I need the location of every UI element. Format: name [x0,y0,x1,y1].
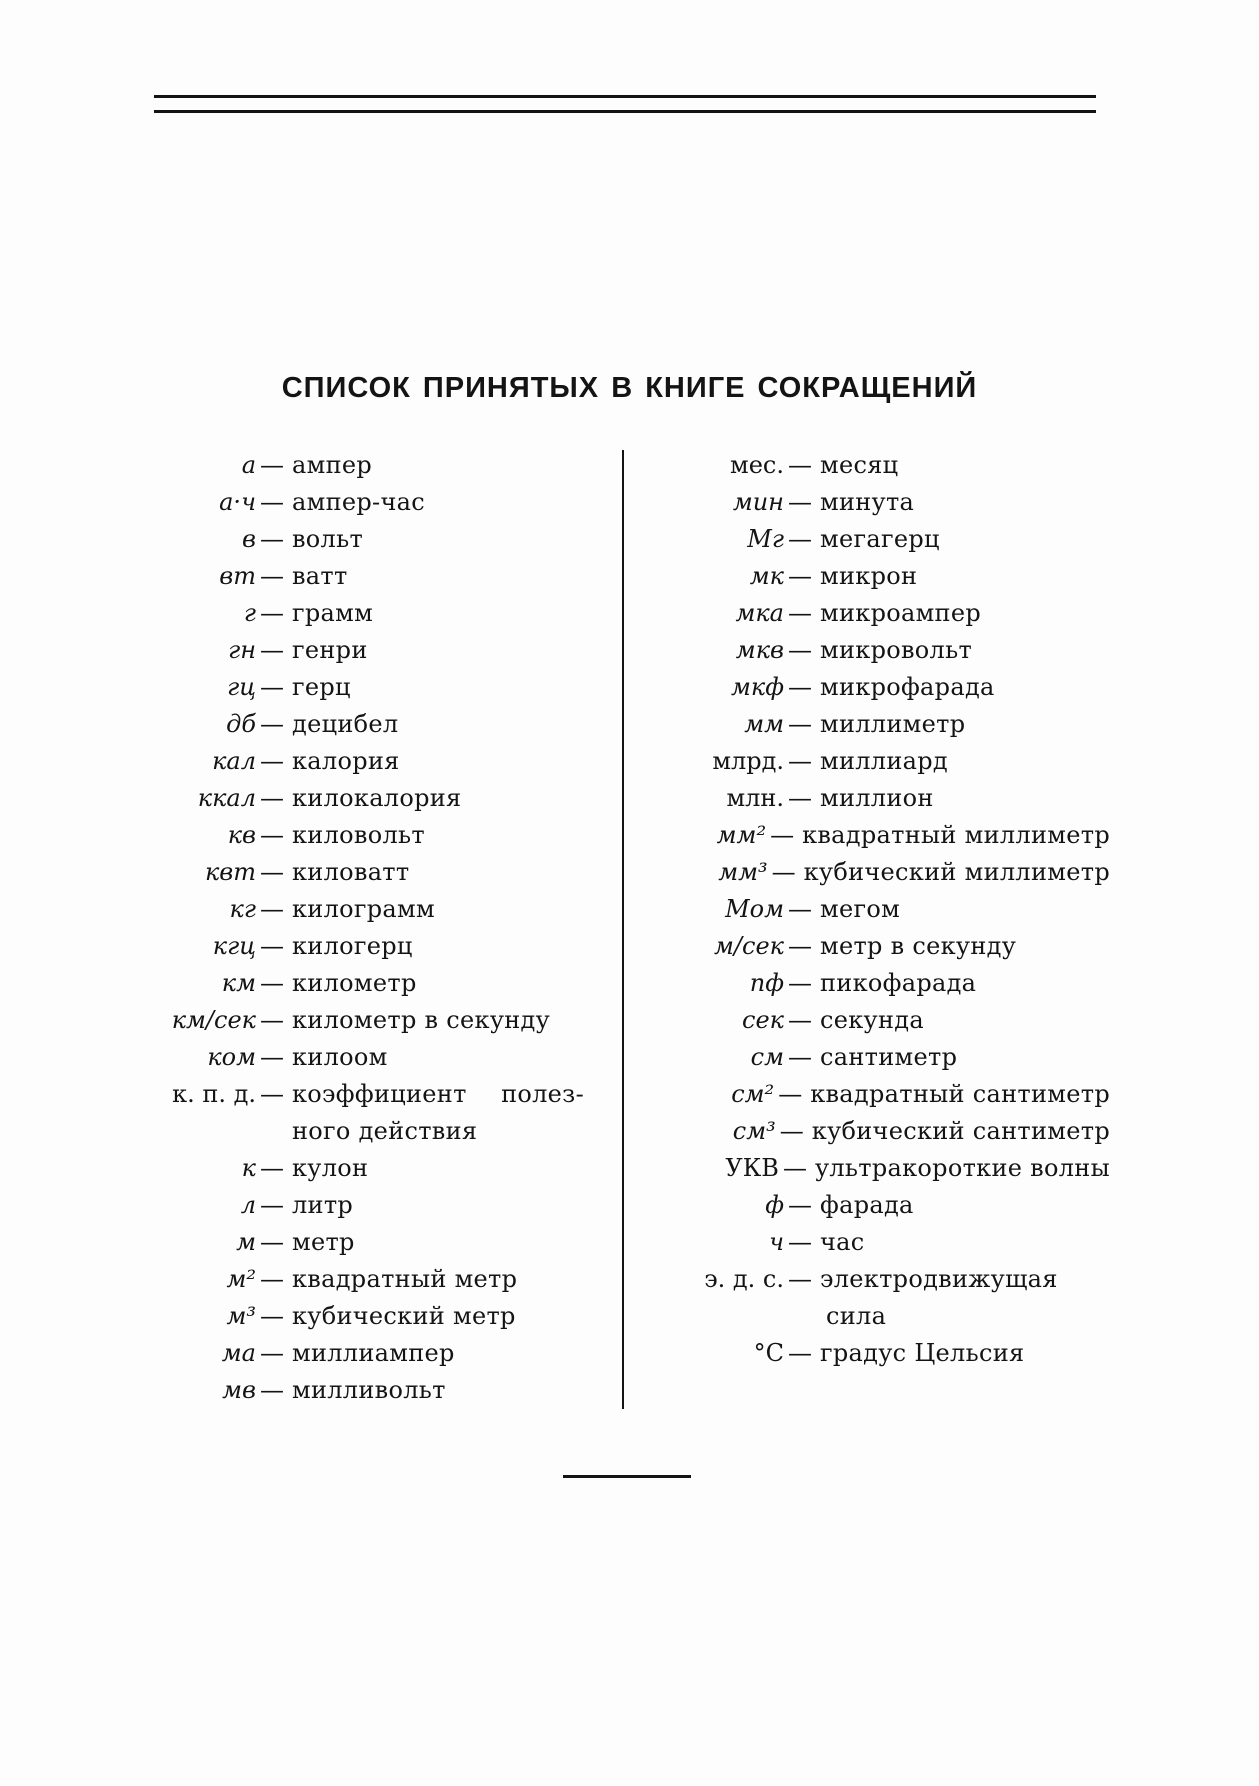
abbreviation: мкв [735,636,784,664]
abbreviation: млн. [726,784,784,812]
abbreviation: м² [226,1265,256,1293]
dash-separator: — [260,895,284,923]
dash-separator: — [778,1080,803,1108]
abbreviation-entry [640,1039,1110,1076]
dash-separator: — [788,525,812,553]
definition: час [820,1228,865,1256]
abbreviation: ккал [197,784,256,812]
definition: грамм [292,599,374,627]
dash-separator: — [788,932,812,960]
abbreviation-entry [640,1224,1110,1261]
dash-separator: — [788,636,812,664]
definition: кулон [292,1154,369,1182]
abbreviation-entry [640,595,1110,632]
abbreviation: л [240,1191,256,1219]
definition-line: электродвижущая [820,1265,1058,1293]
dash-separator: — [260,1006,284,1034]
dash-separator: — [788,1339,812,1367]
definition: ватт [292,562,348,590]
dash-separator: — [260,1376,284,1404]
abbreviation: вт [219,562,256,590]
dash-separator: — [260,488,284,516]
dash-separator: — [260,636,284,664]
abbreviation: мкф [730,673,784,701]
abbreviation-entry [110,595,600,632]
dash-separator: — [788,562,812,590]
dash-separator: — [260,1228,284,1256]
abbreviation: Мом [725,895,784,923]
dash-separator: — [260,932,284,960]
abbreviation-entry [640,447,1110,484]
abbreviation-entry [110,743,600,780]
dash-separator: — [260,1080,284,1108]
dash-separator: — [788,673,812,701]
definition: киловатт [292,858,410,886]
definition: миллиметр [820,710,966,738]
dash-separator: — [260,599,284,627]
abbreviation-entry [110,817,600,854]
abbreviation-entry [110,965,600,1002]
definition: мегом [820,895,901,923]
abbreviation-entry [110,669,600,706]
dash-separator: — [788,488,812,516]
abbreviation: в [242,525,256,553]
abbreviation: кгц [212,932,256,960]
definition: ультракороткие волны [814,1154,1110,1182]
definition: микрон [820,562,918,590]
definition: пикофарада [820,969,977,997]
abbreviation: УКВ [725,1154,779,1182]
abbreviation-entry [110,521,600,558]
definition: фарада [820,1191,914,1219]
abbreviation: млрд. [712,747,784,775]
definition: квадратный сантиметр [810,1080,1110,1108]
dash-separator: — [788,451,812,479]
abbreviation: м/сек [714,932,784,960]
end-rule [563,1475,691,1478]
dash-separator: — [260,858,284,886]
dash-separator: — [788,1265,812,1293]
abbreviation-entry [640,669,1110,706]
definition: миллиампер [292,1339,455,1367]
abbreviation-entry [640,484,1110,521]
right-column [640,447,1110,1372]
abbreviation-entry [110,928,600,965]
abbreviation: э. д. с. [704,1265,784,1293]
definition: ампер-час [292,488,425,516]
abbreviation-entry [640,558,1110,595]
abbreviation-entry [640,780,1110,817]
abbreviation-entry [640,706,1110,743]
abbreviation-entry [110,1261,600,1298]
definition: килогерц [292,932,413,960]
definition: вольт [292,525,364,553]
definition: килокалория [292,784,462,812]
abbreviation-entry [110,1150,600,1187]
abbreviation: ф [765,1191,784,1219]
abbreviation-entry [640,891,1110,928]
definition: метр [292,1228,355,1256]
dash-separator: — [260,710,284,738]
dash-separator: — [782,1154,807,1182]
abbreviation-entry [640,965,1110,1002]
definition: милливольт [292,1376,446,1404]
definition: минута [820,488,915,516]
dash-separator: — [260,747,284,775]
definition: квадратный миллиметр [802,821,1110,849]
definition: метр в секунду [820,932,1017,960]
abbreviation-entry [110,1372,600,1409]
abbreviation: мка [735,599,784,627]
abbreviation: мм³ [718,858,768,886]
abbreviation: гц [227,673,256,701]
definition: секунда [820,1006,924,1034]
abbreviation: мм² [716,821,767,849]
abbreviation-entry [110,1335,600,1372]
dash-separator: — [260,451,284,479]
definition: миллион [820,784,934,812]
abbreviation-entry [110,1224,600,1261]
abbreviation-entry [640,1150,1110,1187]
abbreviation: мес. [730,451,784,479]
abbreviation: см² [731,1080,775,1108]
abbreviation: а·ч [219,488,256,516]
definition: кубический сантиметр [811,1117,1110,1145]
definition: килоом [292,1043,388,1071]
abbreviation: к [241,1154,256,1182]
abbreviation: см [750,1043,784,1071]
abbreviation: Мг [747,525,784,553]
abbreviation: кв [227,821,256,849]
definition: калория [292,747,400,775]
definition: километр в секунду [292,1006,551,1034]
dash-separator: — [260,1265,284,1293]
abbreviation-entry [640,1002,1110,1039]
abbreviation: мм [744,710,784,738]
definition: миллиард [820,747,949,775]
dash-separator: — [779,1117,804,1145]
abbreviation-entry [640,1261,1110,1335]
dash-separator: — [260,1043,284,1071]
abbreviation-entry [640,1113,1110,1150]
dash-separator: — [770,821,795,849]
dash-separator: — [260,1154,284,1182]
abbreviation: ч [769,1228,784,1256]
abbreviation: мин [732,488,784,516]
dash-separator: — [260,821,284,849]
abbreviation-entry [640,1187,1110,1224]
definition: кубический миллиметр [803,858,1110,886]
abbreviation: см³ [732,1117,776,1145]
dash-separator: — [788,969,812,997]
abbreviation: км [221,969,256,997]
definition: киловольт [292,821,425,849]
definition: микроампер [820,599,982,627]
definition: сантиметр [820,1043,958,1071]
abbreviation: °С [753,1339,784,1367]
dash-separator: — [260,562,284,590]
dash-separator: — [260,1339,284,1367]
abbreviation-entry [110,558,600,595]
abbreviation: пф [749,969,784,997]
abbreviation-entry [110,1076,600,1150]
header-rule-bottom [154,110,1096,113]
abbreviation-entry [640,521,1110,558]
definition: месяц [820,451,899,479]
definition: герц [292,673,351,701]
dash-separator: — [788,710,812,738]
dash-separator: — [260,784,284,812]
abbreviation-entry [640,1076,1110,1113]
abbreviation-entry [110,854,600,891]
abbreviation: м³ [226,1302,256,1330]
abbreviation-entry [110,1298,600,1335]
column-divider [622,450,624,1409]
dash-separator: — [788,747,812,775]
abbreviation-entry [640,854,1110,891]
definition [820,1261,1058,1335]
abbreviation: дб [226,710,256,738]
definition: кубический метр [292,1302,516,1330]
definition-line: коэффициент полез- [292,1080,584,1108]
abbreviation-entry [640,632,1110,669]
abbreviation: ма [221,1339,256,1367]
abbreviation-entry [640,817,1110,854]
definition: микрофарада [820,673,995,701]
abbreviation-entry [110,484,600,521]
abbreviation-entry [110,1187,600,1224]
abbreviation: км/сек [171,1006,256,1034]
abbreviation-entry [110,1002,600,1039]
page-title: СПИСОК ПРИНЯТЫХ В КНИГЕ СОКРАЩЕНИЙ [281,372,978,404]
definition: мегагерц [820,525,940,553]
abbreviation: к. п. д. [172,1080,256,1108]
abbreviation-entry [110,447,600,484]
definition: микровольт [820,636,973,664]
abbreviation-entry [110,780,600,817]
definition: килограмм [292,895,435,923]
abbreviation-entry [640,1335,1110,1372]
definition-line: сила [826,1302,887,1330]
abbreviation: квт [204,858,256,886]
dash-separator: — [260,1191,284,1219]
abbreviation: г [243,599,256,627]
abbreviation: мв [222,1376,256,1404]
definition: генри [292,636,368,664]
dash-separator: — [788,895,812,923]
definition: децибел [292,710,399,738]
dash-separator: — [260,525,284,553]
definition [292,1076,584,1150]
definition: ампер [292,451,373,479]
abbreviation-entry [640,743,1110,780]
definition-line: ного действия [292,1117,478,1145]
dash-separator: — [260,969,284,997]
abbreviation: кг [229,895,256,923]
abbreviation: мк [749,562,784,590]
definition: литр [292,1191,354,1219]
abbreviation-entry [640,928,1110,965]
dash-separator: — [771,858,796,886]
abbreviation: а [241,451,256,479]
dash-separator: — [260,673,284,701]
abbreviation-entry [110,706,600,743]
abbreviation: сек [742,1006,784,1034]
dash-separator: — [788,1006,812,1034]
abbreviation: кал [212,747,256,775]
abbreviation: гн [228,636,256,664]
dash-separator: — [788,1228,812,1256]
abbreviation-entry [110,1039,600,1076]
abbreviation: ком [207,1043,256,1071]
dash-separator: — [788,1191,812,1219]
dash-separator: — [788,599,812,627]
abbreviation-entry [110,891,600,928]
dash-separator: — [788,784,812,812]
definition: градус Цельсия [820,1339,1025,1367]
left-column [110,447,600,1409]
abbreviation-entry [110,632,600,669]
dash-separator: — [260,1302,284,1330]
definition: километр [292,969,417,997]
abbreviation: м [236,1228,256,1256]
header-rule-top [154,95,1096,98]
definition: квадратный метр [292,1265,518,1293]
dash-separator: — [788,1043,812,1071]
